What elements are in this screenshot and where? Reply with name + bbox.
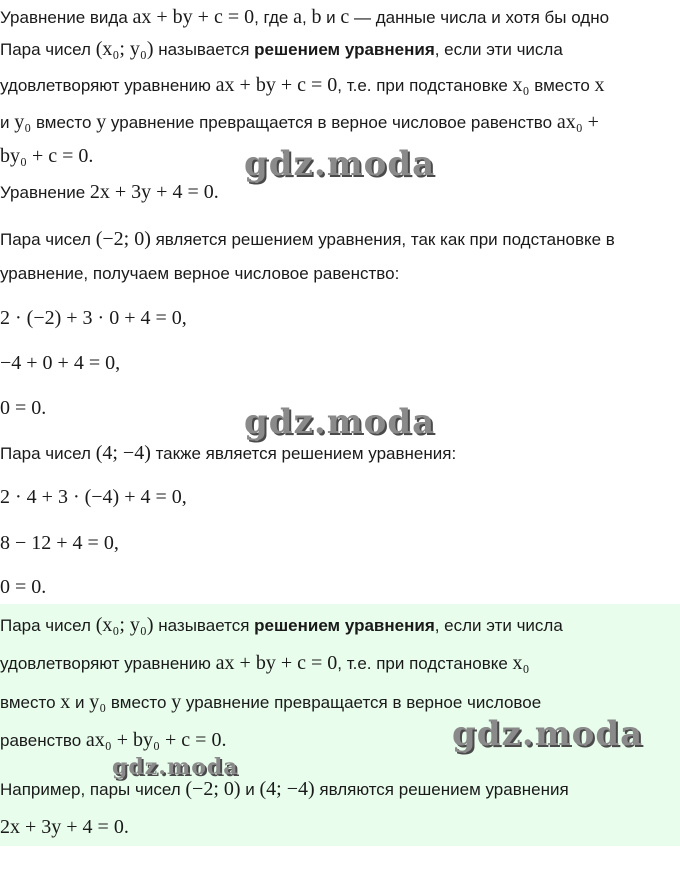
line-8: уравнение, получаем верное числовое равенство:	[0, 264, 400, 283]
watermark: gdz.moda	[112, 754, 239, 780]
watermark: gdz.moda	[244, 402, 436, 442]
line-11: 0 = 0.	[0, 397, 47, 419]
line-13: 2 · 4 + 3 · (−4) + 4 = 0,	[0, 486, 187, 508]
line-9: 2 · (−2) + 3 · 0 + 4 = 0,	[0, 307, 187, 329]
line-1: Уравнение вида ax + by + c = 0, где a, b и c — данные числа и хотя бы одно	[0, 6, 610, 28]
line-10: −4 + 0 + 4 = 0,	[0, 352, 121, 374]
line-17: удовлетворяют уравнению ax + by + c = 0, т.е. при подстановке x₀	[0, 652, 530, 674]
watermark: gdz.moda	[244, 144, 436, 184]
line-18: вместо x и y₀ вместо y уравнение превращается в верное числовое	[0, 691, 542, 713]
line-21: 2x + 3y + 4 = 0.	[0, 816, 129, 838]
line-16: Пара чисел (x₀; y₀) называется решением уравнения, если эти числа	[0, 614, 563, 636]
line-19: равенство ax₀ + by₀ + c = 0.	[0, 729, 227, 751]
line-6: Уравнение 2x + 3y + 4 = 0.	[0, 181, 219, 203]
line-7: Пара чисел (−2; 0) является решением уравнения, так как при подстановке в	[0, 228, 615, 250]
line-20: Например, пары чисел (−2; 0) и (4; −4) являются решением уравнения	[0, 778, 569, 800]
line-5: by₀ + c = 0.	[0, 145, 94, 167]
line-3: удовлетворяют уравнению ax + by + c = 0, т.е. при подстановке x₀ вместо x	[0, 74, 605, 96]
line-2: Пара чисел (x₀; y₀) называется решением уравнения, если эти числа	[0, 38, 563, 60]
line-14: 8 − 12 + 4 = 0,	[0, 532, 119, 554]
line-4: и y₀ вместо y уравнение превращается в верное числовое равенство ax₀ +	[0, 111, 599, 133]
watermark: gdz.moda	[452, 714, 644, 754]
line-12: Пара чисел (4; −4) также является решением уравнения:	[0, 442, 457, 464]
line-15: 0 = 0.	[0, 576, 47, 598]
